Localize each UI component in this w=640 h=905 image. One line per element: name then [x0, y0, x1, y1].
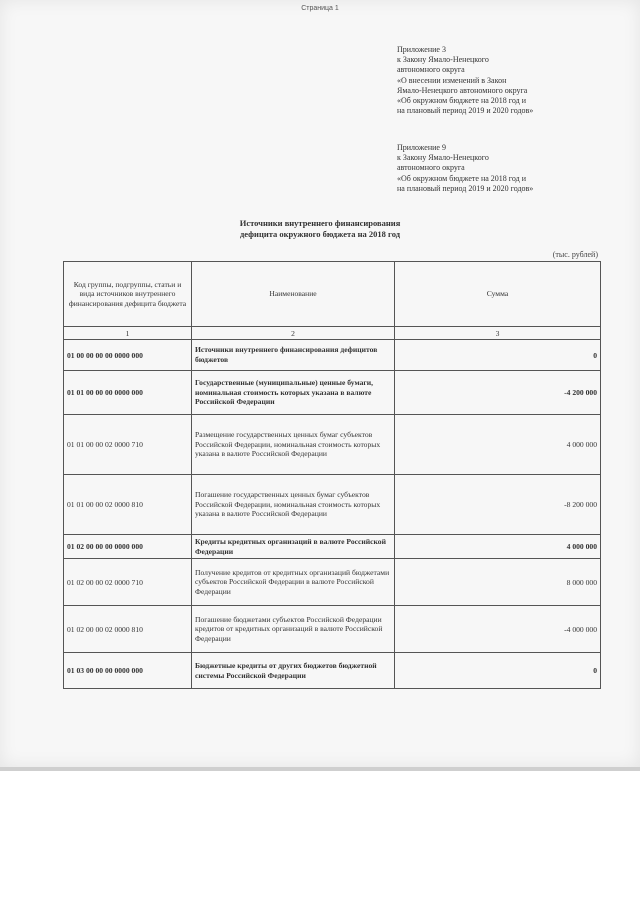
row-code: 01 01 00 00 02 0000 810: [64, 475, 192, 535]
page-label: Страница 1: [301, 5, 339, 12]
row-name: Погашение бюджетами субъектов Российской Федерации кредитов от кредитных организаций в валюте Российской Федерации: [192, 606, 395, 653]
row-amount: -8 200 000: [395, 475, 601, 535]
row-amount: -4 200 000: [395, 371, 601, 415]
appendix-line: Приложение 9: [397, 143, 446, 152]
table-row: [64, 653, 601, 689]
appendix-line: автономного округа: [397, 163, 465, 173]
appendix-line: «О внесении изменений в Закон: [397, 75, 507, 85]
units-label: (тыс. рублей): [552, 250, 598, 259]
row-code: 01 01 00 00 00 0000 000: [64, 371, 192, 415]
table-row: [64, 340, 601, 371]
row-name: Погашение государственных ценных бумаг субъектов Российской Федерации, номинальная стоимость которых указана в валюте Российской Федерации: [192, 475, 395, 535]
financing-sources-table: [63, 261, 601, 689]
row-name: Государственные (муниципальные) ценные бумаги, номинальная стоимость которых указана в валюте Российской Федерации: [192, 371, 395, 415]
appendix-line: «Об окружном бюджете на 2018 год и: [397, 173, 527, 183]
appendix-9-block: [397, 143, 627, 194]
column-number-row: [64, 327, 601, 340]
table-row: [64, 559, 601, 606]
row-amount: 0: [395, 653, 601, 689]
table-row: [64, 606, 601, 653]
table-row: [64, 475, 601, 535]
row-code: 01 03 00 00 00 0000 000: [64, 653, 192, 689]
row-code: 01 02 00 00 02 0000 810: [64, 606, 192, 653]
row-amount: -4 000 000: [395, 606, 601, 653]
row-name: Размещение государственных ценных бумаг субъектов Российской Федерации, номинальная стоимость которых указана в валюте Российской Федерации: [192, 415, 395, 475]
row-name: Источники внутреннего финансирования дефицитов бюджетов: [192, 340, 395, 371]
row-code: 01 02 00 00 00 0000 000: [64, 535, 192, 559]
row-name: Бюджетные кредиты от других бюджетов бюджетной системы Российской Федерации: [192, 653, 395, 689]
table-row: [64, 415, 601, 475]
header-row: [64, 262, 601, 327]
row-amount: 4 000 000: [395, 535, 601, 559]
column-header-code: Код группы, подгруппы, статьи и вида источников внутреннего финансирования дефицита бюджета: [64, 262, 192, 327]
row-amount: 4 000 000: [395, 415, 601, 475]
column-number: 3: [395, 327, 601, 340]
row-name: Кредиты кредитных организаций в валюте Российской Федерации: [192, 535, 395, 559]
appendix-line: к Закону Ямало-Ненецкого: [397, 153, 489, 163]
document-title: [160, 218, 480, 240]
column-number: 1: [64, 327, 192, 340]
table-row: [64, 371, 601, 415]
appendix-line: к Закону Ямало-Ненецкого: [397, 55, 489, 65]
row-code: 01 01 00 00 02 0000 710: [64, 415, 192, 475]
appendix-3-block: [397, 45, 627, 116]
appendix-line: Ямало-Ненецкого автономного округа: [397, 85, 528, 95]
appendix-line: на плановый период 2019 и 2020 годов»: [397, 183, 534, 193]
appendix-line: на плановый период 2019 и 2020 годов»: [397, 106, 534, 116]
appendix-line: автономного округа: [397, 65, 465, 75]
table-row: [64, 535, 601, 559]
row-code: 01 00 00 00 00 0000 000: [64, 340, 192, 371]
row-code: 01 02 00 00 02 0000 710: [64, 559, 192, 606]
appendix-line: «Об окружном бюджете на 2018 год и: [397, 96, 527, 106]
row-name: Получение кредитов от кредитных организаций бюджетами субъектов Российской Федерации в валюте Российской Федерации: [192, 559, 395, 606]
appendix-line: Приложение 3: [397, 45, 446, 54]
column-number: 2: [192, 327, 395, 340]
column-header-name: Наименование: [192, 262, 395, 327]
title-line: дефицита окружного бюджета на 2018 год: [239, 229, 401, 239]
row-amount: 8 000 000: [395, 559, 601, 606]
row-amount: 0: [395, 340, 601, 371]
title-line: Источники внутреннего финансирования: [239, 218, 401, 228]
column-header-amount: Сумма: [395, 262, 601, 327]
